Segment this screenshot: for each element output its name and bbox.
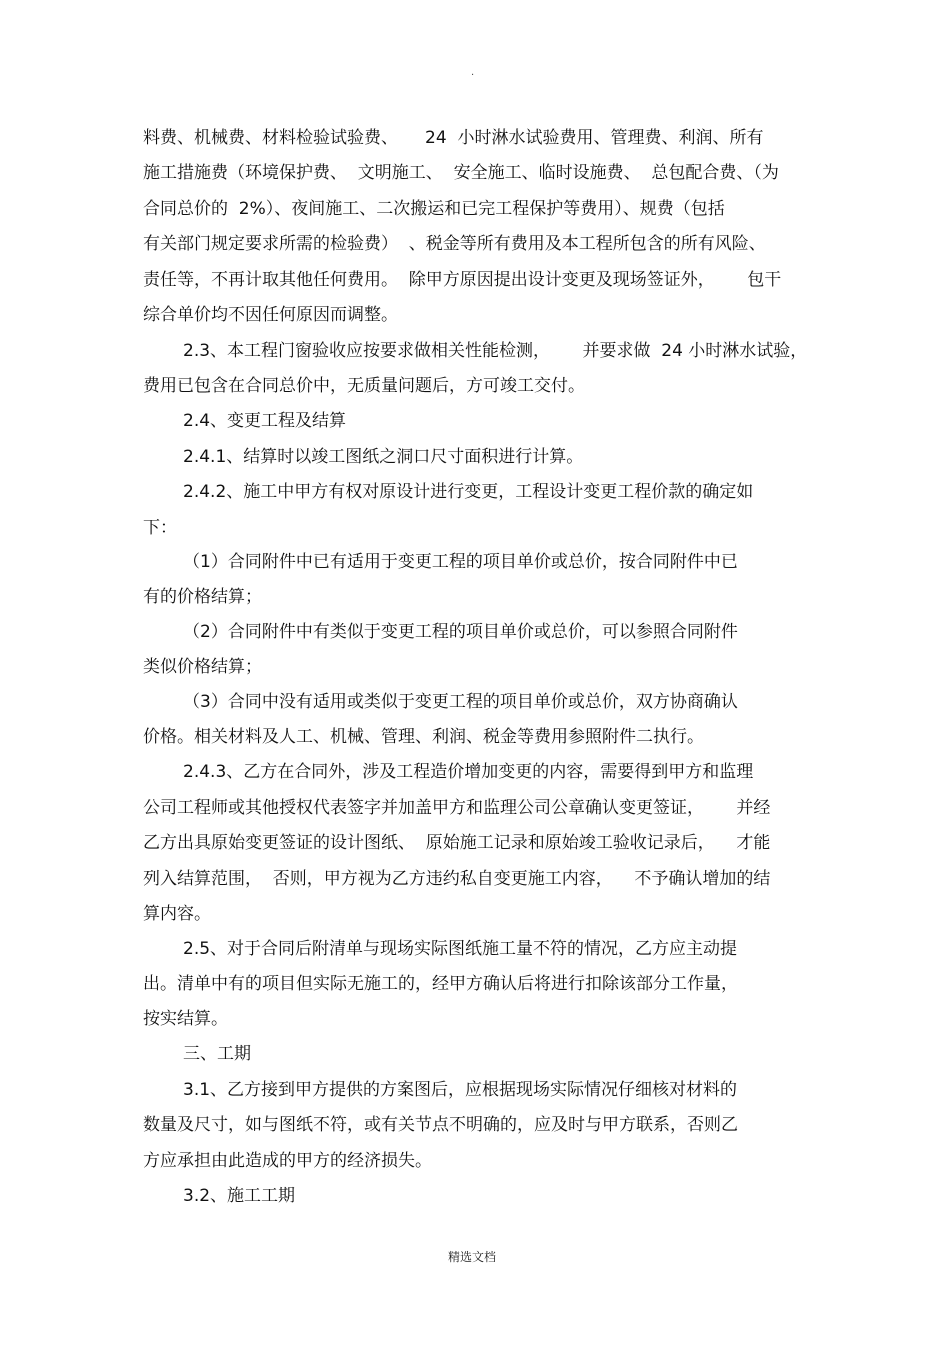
text-line: 方应承担由此造成的甲方的经济损失。: [143, 1151, 432, 1171]
text-line: 3.2、施工工期: [183, 1186, 296, 1206]
text-line: 有关部门规定要求所需的检验费） 、税金等所有费用及本工程所包含的所有风险、: [143, 234, 766, 254]
text-line: 数量及尺寸，如与图纸不符，或有关节点不明确的，应及时与甲方联系，否则乙: [143, 1115, 738, 1135]
page-footer: 精选文档: [448, 1250, 497, 1264]
text-line: （2）合同附件中有类似于变更工程的项目单价或总价，可以参照合同附件: [183, 622, 738, 642]
text-line: 出。清单中有的项目但实际无施工的，经甲方确认后将进行扣除该部分工作量，: [143, 974, 738, 994]
text-line: 算内容。: [143, 904, 211, 924]
text-line: 综合单价均不因任何原因而调整。: [143, 305, 398, 325]
text-line: 价格。相关材料及人工、机械、管理、利润、税金等费用参照附件二执行。: [143, 727, 704, 747]
text-line: （3）合同中没有适用或类似于变更工程的项目单价或总价，双方协商确认: [183, 692, 738, 712]
text-line: 3.1、乙方接到甲方提供的方案图后，应根据现场实际情况仔细核对材料的: [183, 1080, 738, 1100]
text-line: 责任等，不再计取其他任何费用。 除甲方原因提出设计变更及现场签证外， 包干: [143, 270, 782, 290]
text-line: 列入结算范围， 否则，甲方视为乙方违约私自变更施工内容， 不予确认增加的结: [143, 869, 771, 889]
text-line: （1）合同附件中已有适用于变更工程的项目单价或总价，按合同附件中已: [183, 552, 738, 572]
text-line: 类似价格结算；: [143, 657, 262, 677]
text-line: 2.4.2、施工中甲方有权对原设计进行变更，工程设计变更工程价款的确定如: [183, 482, 754, 502]
section-heading: 三、工期: [183, 1044, 251, 1064]
text-line: 乙方出具原始变更签证的设计图纸、 原始施工记录和原始竣工验收记录后， 才能: [143, 833, 771, 853]
text-line: 2.3、本工程门窗验收应按要求做相关性能检测， 并要求做 24 小时淋水试验，: [183, 341, 808, 361]
text-line: 施工措施费（环境保护费、 文明施工、 安全施工、临时设施费、 总包配合费、（为: [143, 163, 779, 183]
text-line: 2.4.1、结算时以竣工图纸之洞口尺寸面积进行计算。: [183, 447, 584, 467]
text-line: 合同总价的 2%）、夜间施工、二次搬运和已完工程保护等费用）、规费（包括: [143, 199, 725, 219]
text-line: 费用已包含在合同总价中，无质量问题后，方可竣工交付。: [143, 376, 585, 396]
text-line: 2.4、变更工程及结算: [183, 411, 347, 431]
header-mark: ·: [471, 70, 475, 81]
text-line: 料费、机械费、材料检验试验费、 24 小时淋水试验费用、管理费、利润、所有: [143, 128, 764, 148]
text-line: 下：: [143, 518, 177, 538]
text-line: 2.4.3、乙方在合同外，涉及工程造价增加变更的内容，需要得到甲方和监理: [183, 762, 754, 782]
text-line: 有的价格结算；: [143, 587, 262, 607]
text-line: 公司工程师或其他授权代表签字并加盖甲方和监理公司公章确认变更签证， 并经: [143, 798, 771, 818]
text-line: 2.5、对于合同后附清单与现场实际图纸施工量不符的情况，乙方应主动提: [183, 939, 738, 959]
text-line: 按实结算。: [143, 1009, 228, 1029]
